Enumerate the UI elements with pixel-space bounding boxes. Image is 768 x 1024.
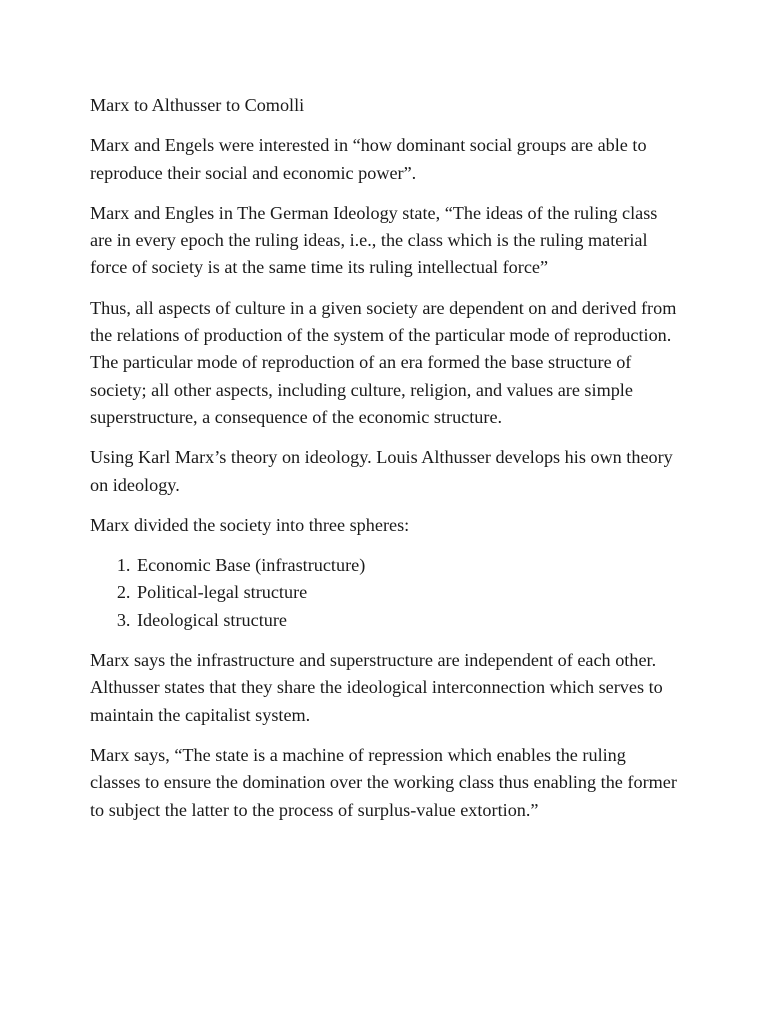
paragraph-4: Using Karl Marx’s theory on ideology. Louis Althusser develops his own theory on ideology. [90,447,673,495]
list-item: 1. Economic Base (infrastructure) [135,552,680,579]
document-title: Marx to Althusser to Comolli [90,95,305,115]
paragraph-2: Marx and Engles in The German Ideology state, “The ideas of the ruling class are in every epoch the ruling ideas, i.e., the class which is the ruling material force of society is at the same time its ruling intellectual force” [90,202,658,278]
list-item: 3. Ideological structure [135,607,680,634]
paragraph-1: Marx and Engels were interested in “how dominant social groups are able to reproduce their social and economic power”. [90,135,647,183]
paragraph-3: Thus, all aspects of culture in a given society are dependent on and derived from the relations of production of the system of the particular mode of reproduction. The particular mode of reproduction of an era formed the base structure of society; all other aspects, including culture, religion, and values are simple superstructure, a consequence of the economic structure. [90,297,677,427]
paragraph-6: Marx says the infrastructure and superstructure are independent of each other. Althusser states that they share the ideological interconnection which serves to maintain the capitalist system. [90,650,663,725]
paragraph-5: Marx divided the society into three spheres: [90,514,410,535]
spheres-list [90,552,680,634]
list-item: 2. Political-legal structure [135,579,680,606]
paragraph-7: Marx says, “The state is a machine of repression which enables the ruling classes to ensure the domination over the working class thus enabling the former to subject the latter to the process of surplus-value extortion.” [90,744,677,820]
document-body [90,92,680,837]
